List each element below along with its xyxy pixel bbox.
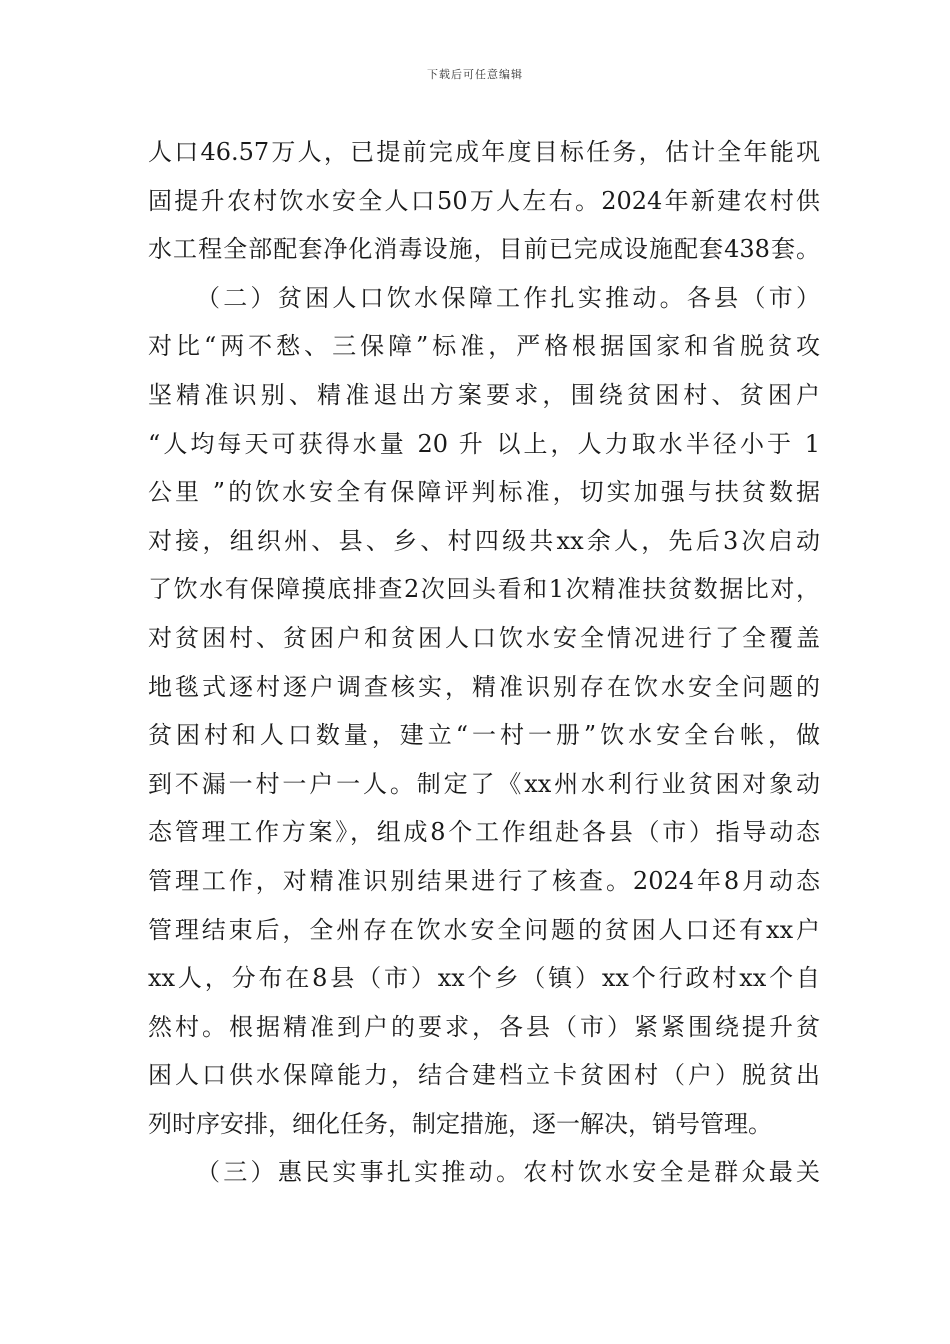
text-line: （三）惠民实事扎实推动。农村饮水安全是群众最关 bbox=[196, 1158, 820, 1187]
text-line: 公里 ”的饮水安全有保障评判标准，切实加强与扶贫数据 bbox=[148, 478, 820, 507]
text-line: 态管理工作方案》，组成8个工作组赴各县（市）指导动态 bbox=[148, 818, 820, 847]
page-header: 下载后可任意编辑 bbox=[427, 68, 523, 81]
text-line: 坚精准识别、精准退出方案要求，围绕贫困村、贫困户 bbox=[148, 380, 820, 409]
text-line: 困人口供水保障能力，结合建档立卡贫困村（户）脱贫出 bbox=[148, 1061, 820, 1090]
text-line: 列时序安排，细化任务，制定措施，逐一解决，销号管理。 bbox=[148, 1109, 772, 1138]
text-line: 贫困村和人口数量，建立“一村一册”饮水安全台帐，做 bbox=[148, 721, 820, 750]
text-line: 了饮水有保障摸底排查2次回头看和1次精准扶贫数据比对， bbox=[148, 575, 820, 604]
text-line: 地毯式逐村逐户调查核实，精准识别存在饮水安全问题的 bbox=[148, 672, 820, 701]
text-line: 然村。根据精准到户的要求，各县（市）紧紧围绕提升贫 bbox=[148, 1012, 820, 1041]
text-line: 到不漏一村一户一人。制定了《xx州水利行业贫困对象动 bbox=[148, 769, 820, 798]
text-line: 管理工作，对精准识别结果进行了核查。2024年8月动态 bbox=[148, 866, 820, 895]
text-line: 固提升农村饮水安全人口50万人左右。2024年新建农村供 bbox=[148, 186, 820, 215]
text-line: 人口46.57万人，已提前完成年度目标任务，估计全年能巩 bbox=[148, 138, 820, 166]
text-line: 对贫困村、贫困户和贫困人口饮水安全情况进行了全覆盖 bbox=[148, 623, 820, 652]
text-line: 对比“两不愁、三保障”标准，严格根据国家和省脱贫攻 bbox=[148, 332, 820, 361]
text-line: xx人，分布在8县（市）xx个乡（镇）xx个行政村xx个自 bbox=[148, 964, 820, 993]
text-line: （二）贫困人口饮水保障工作扎实推动。各县（市） bbox=[196, 283, 820, 312]
text-line: 对接，组织州、县、乡、村四级共xx余人，先后3次启动 bbox=[148, 526, 820, 555]
text-line: “人均每天可获得水量 20 升 以上，人力取水半径小于 1 bbox=[148, 429, 820, 458]
document-body bbox=[148, 128, 820, 1197]
text-line: 水工程全部配套净化消毒设施，目前已完成设施配套438套。 bbox=[148, 235, 820, 264]
text-line: 管理结束后，全州存在饮水安全问题的贫困人口还有xx户 bbox=[148, 915, 820, 944]
